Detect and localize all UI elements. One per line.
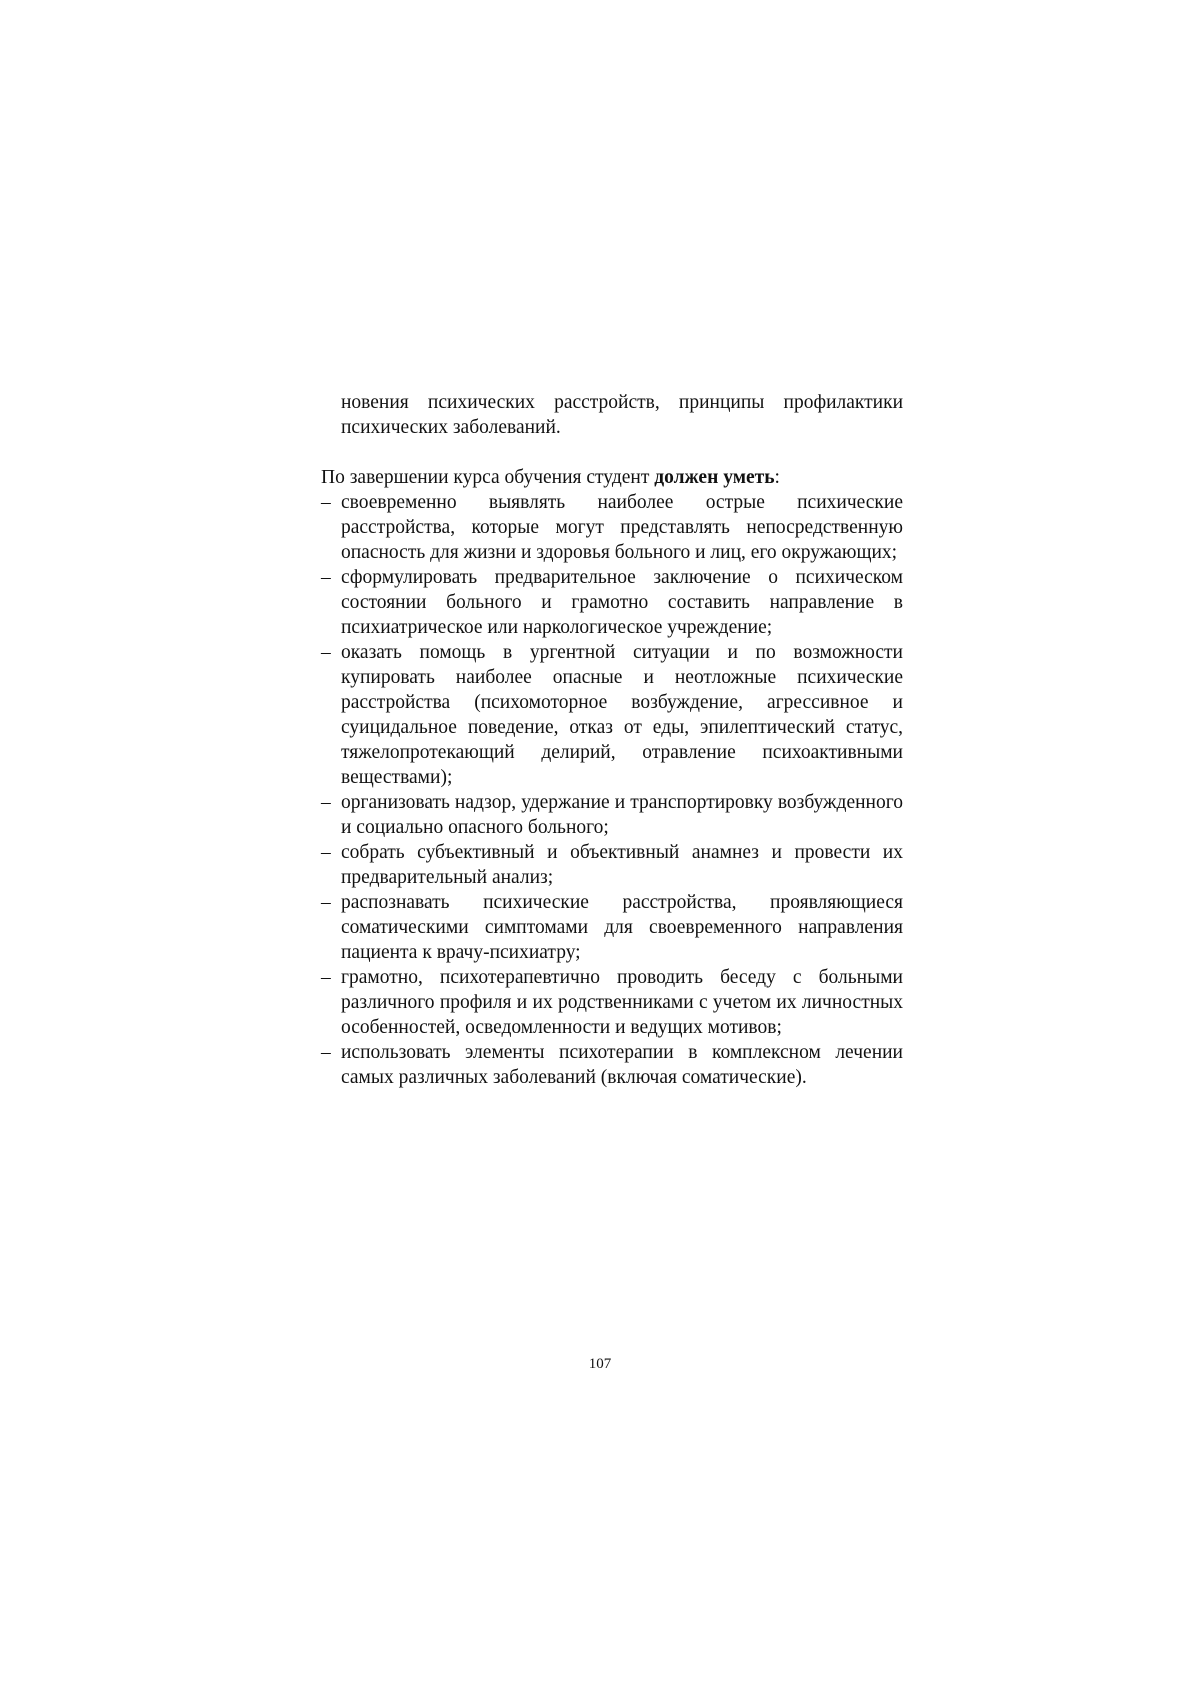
dash-marker: – [321,567,331,588]
continued-paragraph: новения психических расстройств, принципы профилактики психических заболеваний. [341,392,903,438]
list-item-text: оказать помощь в ургентной ситуации и по возможности купировать наиболее опасные и неотложные психические расстройства (психомоторное возбуждение, агрессивное и суицидальное поведение, отказ от еды, эпилептический статус, тяжелопротекающий делирий, отравление психоактивными веществами); [341,642,903,788]
dash-marker: – [321,642,331,663]
list-item [321,890,903,965]
list-item-text: грамотно, психотерапевтично проводить беседу с больными различного профиля и их родственниками с учетом их личностных особенностей, осведомленности и ведущих мотивов; [341,967,903,1038]
list-item [321,965,903,1040]
list-item-text: использовать элементы психотерапии в комплексном лечении самых различных заболеваний (включая соматические). [341,1042,903,1088]
list-item-text: своевременно выявлять наиболее острые психические расстройства, которые могут представлять непосредственную опасность для жизни и здоровья больного и лиц, его окружающих; [341,492,903,563]
list-item [321,1040,903,1090]
page-body [321,390,903,1090]
skills-intro [321,465,903,490]
page-number: 107 [588,1356,612,1372]
dash-marker: – [321,842,331,863]
intro-suffix: : [774,467,780,488]
list-item-text: собрать субъективный и объективный анамнез и провести их предварительный анализ; [341,842,903,888]
skills-list [321,490,903,1090]
dash-marker: – [321,492,331,513]
list-item [321,565,903,640]
list-item-text: распознавать психические расстройства, проявляющиеся соматическими симптомами для своевременного направления пациента к врачу-психиатру; [341,892,903,963]
dash-marker: – [321,792,331,813]
list-item [321,490,903,565]
dash-marker: – [321,892,331,913]
intro-bold-phrase: должен уметь [654,467,775,488]
list-item [321,640,903,790]
list-item [321,790,903,840]
dash-marker: – [321,1042,331,1063]
dash-marker: – [321,967,331,988]
list-item [321,840,903,890]
intro-prefix: По завершении курса обучения студент [321,467,655,488]
list-item-text: сформулировать предварительное заключение о психическом состоянии больного и грамотно составить направление в психиатрическое или наркологическое учреждение; [341,567,903,638]
list-item-text: организовать надзор, удержание и транспортировку возбужденного и социально опасного больного; [341,792,903,838]
